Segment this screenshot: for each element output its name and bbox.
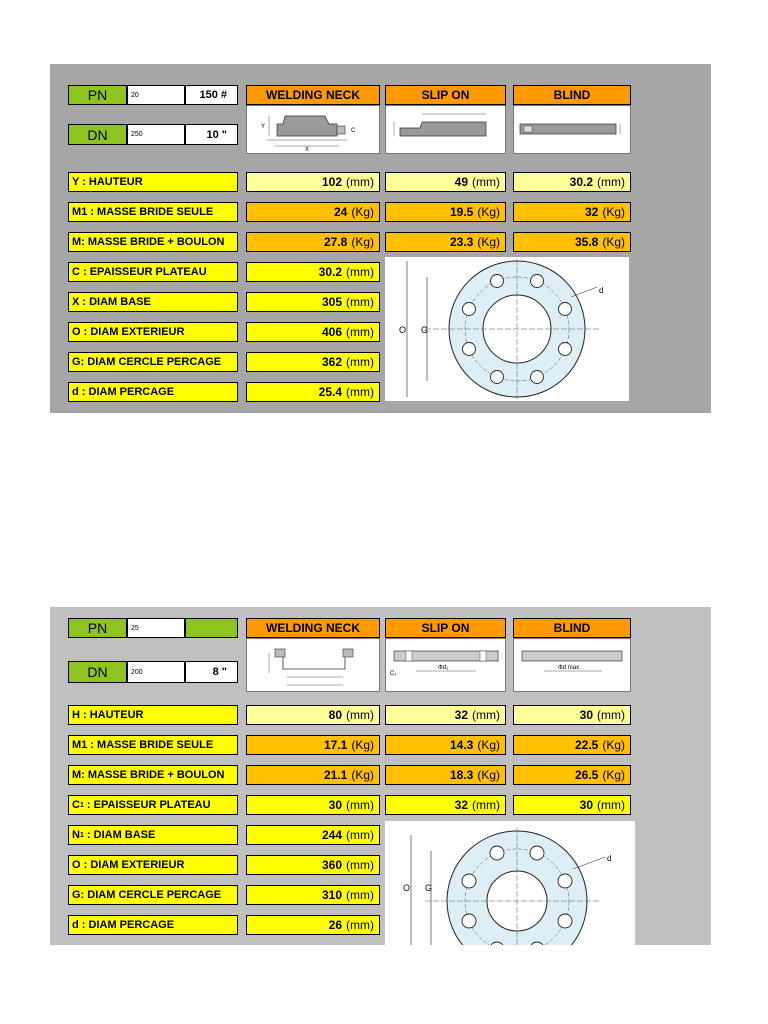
value-number: 244 bbox=[321, 828, 343, 842]
flange-table-pn25 bbox=[50, 607, 711, 945]
value-cell bbox=[246, 352, 380, 372]
dn-class: 10 " bbox=[185, 124, 238, 145]
row-label: O : DIAM EXTERIEUR bbox=[68, 855, 238, 875]
row-label: d : DIAM PERCAGE bbox=[68, 382, 238, 402]
value-unit: (mm) bbox=[472, 708, 500, 722]
value-unit: (Kg) bbox=[477, 235, 500, 249]
value-unit: (Kg) bbox=[477, 205, 500, 219]
value-unit: (mm) bbox=[346, 295, 374, 309]
value-cell bbox=[246, 322, 380, 342]
value-unit: (Kg) bbox=[602, 235, 625, 249]
value-unit: (mm) bbox=[597, 708, 625, 722]
value-number: 32 bbox=[454, 708, 469, 722]
value-cell bbox=[246, 885, 380, 905]
label-d: d bbox=[607, 854, 612, 863]
value-cell bbox=[385, 765, 506, 785]
header-welding-neck: WELDING NECK bbox=[246, 85, 380, 105]
blind-drawing bbox=[513, 105, 631, 154]
blind-drawing bbox=[513, 638, 631, 692]
value-unit: (mm) bbox=[346, 858, 374, 872]
row-label bbox=[68, 825, 238, 845]
row-label-main: N bbox=[72, 829, 80, 841]
value-number: 30 bbox=[579, 798, 594, 812]
value-number: 362 bbox=[321, 355, 343, 369]
value-unit: (mm) bbox=[346, 175, 374, 189]
welding-neck-drawing bbox=[246, 105, 380, 154]
value-cell bbox=[246, 202, 380, 222]
row-label: G: DIAM CERCLE PERCAGE bbox=[68, 885, 238, 905]
value-cell bbox=[513, 735, 631, 755]
value-number: 305 bbox=[321, 295, 343, 309]
pn-label: PN bbox=[68, 85, 127, 105]
label-o: O bbox=[399, 325, 407, 335]
value-cell bbox=[513, 172, 631, 192]
row-label: C : EPAISSEUR PLATEAU bbox=[68, 262, 238, 282]
value-number: 18.3 bbox=[449, 768, 474, 782]
row-label: M: MASSE BRIDE + BOULON bbox=[68, 765, 238, 785]
label-c: C bbox=[351, 128, 356, 134]
value-unit: (Kg) bbox=[351, 205, 374, 219]
label-o: O bbox=[403, 883, 411, 893]
value-cell bbox=[246, 825, 380, 845]
value-number: 102 bbox=[321, 175, 343, 189]
value-number: 30.2 bbox=[318, 265, 343, 279]
row-label-rest: : EPAISSEUR PLATEAU bbox=[83, 799, 211, 811]
value-unit: (Kg) bbox=[602, 205, 625, 219]
row-label: H : HAUTEUR bbox=[68, 705, 238, 725]
value-cell bbox=[385, 735, 506, 755]
value-number: 30.2 bbox=[569, 175, 594, 189]
header-slip-on: SLIP ON bbox=[385, 85, 506, 105]
value-number: 19.5 bbox=[449, 205, 474, 219]
pn-class bbox=[185, 618, 238, 638]
value-number: 27.8 bbox=[323, 235, 348, 249]
value-number: 17.1 bbox=[323, 738, 348, 752]
value-cell bbox=[513, 795, 631, 815]
dn-value[interactable]: 250 bbox=[127, 124, 185, 145]
value-cell bbox=[246, 292, 380, 312]
value-cell bbox=[246, 735, 380, 755]
value-unit: (Kg) bbox=[602, 738, 625, 752]
value-cell bbox=[513, 765, 631, 785]
row-label-sub: 1 bbox=[79, 831, 84, 839]
value-unit: (mm) bbox=[472, 798, 500, 812]
flange-face-drawing bbox=[385, 821, 635, 945]
value-unit: (mm) bbox=[346, 798, 374, 812]
label-g: G bbox=[421, 325, 429, 335]
value-unit: (mm) bbox=[346, 265, 374, 279]
value-unit: (mm) bbox=[346, 888, 374, 902]
header-blind: BLIND bbox=[513, 618, 631, 638]
value-unit: (mm) bbox=[346, 385, 374, 399]
label-d1: Φd₁ bbox=[438, 665, 449, 671]
value-number: 14.3 bbox=[449, 738, 474, 752]
value-cell bbox=[385, 705, 506, 725]
flange-face-drawing bbox=[385, 257, 629, 401]
row-label: G: DIAM CERCLE PERCAGE bbox=[68, 352, 238, 372]
value-number: 22.5 bbox=[574, 738, 599, 752]
value-number: 310 bbox=[321, 888, 343, 902]
dn-class: 8 " bbox=[185, 661, 238, 683]
value-cell bbox=[385, 795, 506, 815]
label-dmax: Φd max. bbox=[558, 665, 581, 671]
label-c1: C₁ bbox=[390, 671, 397, 677]
value-unit: (mm) bbox=[346, 708, 374, 722]
slip-on-drawing bbox=[385, 638, 506, 692]
label-d: d bbox=[599, 286, 604, 295]
value-number: 49 bbox=[454, 175, 469, 189]
row-label: M1 : MASSE BRIDE SEULE bbox=[68, 735, 238, 755]
value-unit: (mm) bbox=[346, 918, 374, 932]
label-x: X bbox=[305, 147, 310, 153]
value-cell bbox=[246, 795, 380, 815]
value-number: 24 bbox=[333, 205, 348, 219]
pn-value[interactable]: 20 bbox=[127, 85, 185, 105]
header-welding-neck: WELDING NECK bbox=[246, 618, 380, 638]
value-unit: (Kg) bbox=[351, 768, 374, 782]
value-cell bbox=[385, 232, 506, 252]
row-label-rest: : DIAM BASE bbox=[83, 829, 156, 841]
value-cell bbox=[246, 855, 380, 875]
value-cell bbox=[246, 262, 380, 282]
header-slip-on: SLIP ON bbox=[385, 618, 506, 638]
value-unit: (mm) bbox=[346, 828, 374, 842]
value-cell bbox=[246, 705, 380, 725]
value-cell bbox=[246, 765, 380, 785]
header-blind: BLIND bbox=[513, 85, 631, 105]
value-number: 360 bbox=[321, 858, 343, 872]
value-number: 30 bbox=[328, 798, 343, 812]
value-number: 25.4 bbox=[318, 385, 343, 399]
value-cell bbox=[246, 232, 380, 252]
value-unit: (mm) bbox=[472, 175, 500, 189]
pn-label: PN bbox=[68, 618, 127, 638]
row-label: d : DIAM PERCAGE bbox=[68, 915, 238, 935]
value-number: 21.1 bbox=[323, 768, 348, 782]
value-cell bbox=[246, 915, 380, 935]
value-number: 30 bbox=[579, 708, 594, 722]
row-label: X : DIAM BASE bbox=[68, 292, 238, 312]
value-unit: (Kg) bbox=[477, 738, 500, 752]
dn-label: DN bbox=[68, 661, 127, 683]
pn-value[interactable]: 25 bbox=[127, 618, 185, 638]
value-number: 80 bbox=[328, 708, 343, 722]
value-number: 26.5 bbox=[574, 768, 599, 782]
value-cell bbox=[513, 705, 631, 725]
dn-label: DN bbox=[68, 124, 127, 145]
row-label-main: C bbox=[72, 799, 80, 811]
flange-table-pn20 bbox=[50, 64, 711, 413]
row-label: Y : HAUTEUR bbox=[68, 172, 238, 192]
value-number: 32 bbox=[454, 798, 469, 812]
value-unit: (mm) bbox=[346, 325, 374, 339]
value-cell bbox=[246, 382, 380, 402]
value-unit: (Kg) bbox=[602, 768, 625, 782]
row-label-sub: 1 bbox=[79, 801, 84, 809]
value-unit: (mm) bbox=[597, 175, 625, 189]
label-g: G bbox=[425, 883, 433, 893]
slip-on-drawing bbox=[385, 105, 506, 154]
row-label: M1 : MASSE BRIDE SEULE bbox=[68, 202, 238, 222]
value-unit: (Kg) bbox=[351, 235, 374, 249]
value-number: 406 bbox=[321, 325, 343, 339]
value-number: 23.3 bbox=[449, 235, 474, 249]
row-label: O : DIAM EXTERIEUR bbox=[68, 322, 238, 342]
value-number: 35.8 bbox=[574, 235, 599, 249]
value-unit: (mm) bbox=[597, 798, 625, 812]
value-unit: (mm) bbox=[346, 355, 374, 369]
row-label: M: MASSE BRIDE + BOULON bbox=[68, 232, 238, 252]
label-y: Y bbox=[261, 124, 266, 130]
value-unit: (Kg) bbox=[477, 768, 500, 782]
value-number: 32 bbox=[584, 205, 599, 219]
value-cell bbox=[513, 232, 631, 252]
row-label bbox=[68, 795, 238, 815]
value-number: 26 bbox=[328, 918, 343, 932]
pn-class: 150 # bbox=[185, 85, 238, 105]
dn-value[interactable]: 200 bbox=[127, 661, 185, 683]
value-cell bbox=[385, 172, 506, 192]
welding-neck-drawing bbox=[246, 638, 380, 692]
value-cell bbox=[246, 172, 380, 192]
value-cell bbox=[513, 202, 631, 222]
value-unit: (Kg) bbox=[351, 738, 374, 752]
value-cell bbox=[385, 202, 506, 222]
